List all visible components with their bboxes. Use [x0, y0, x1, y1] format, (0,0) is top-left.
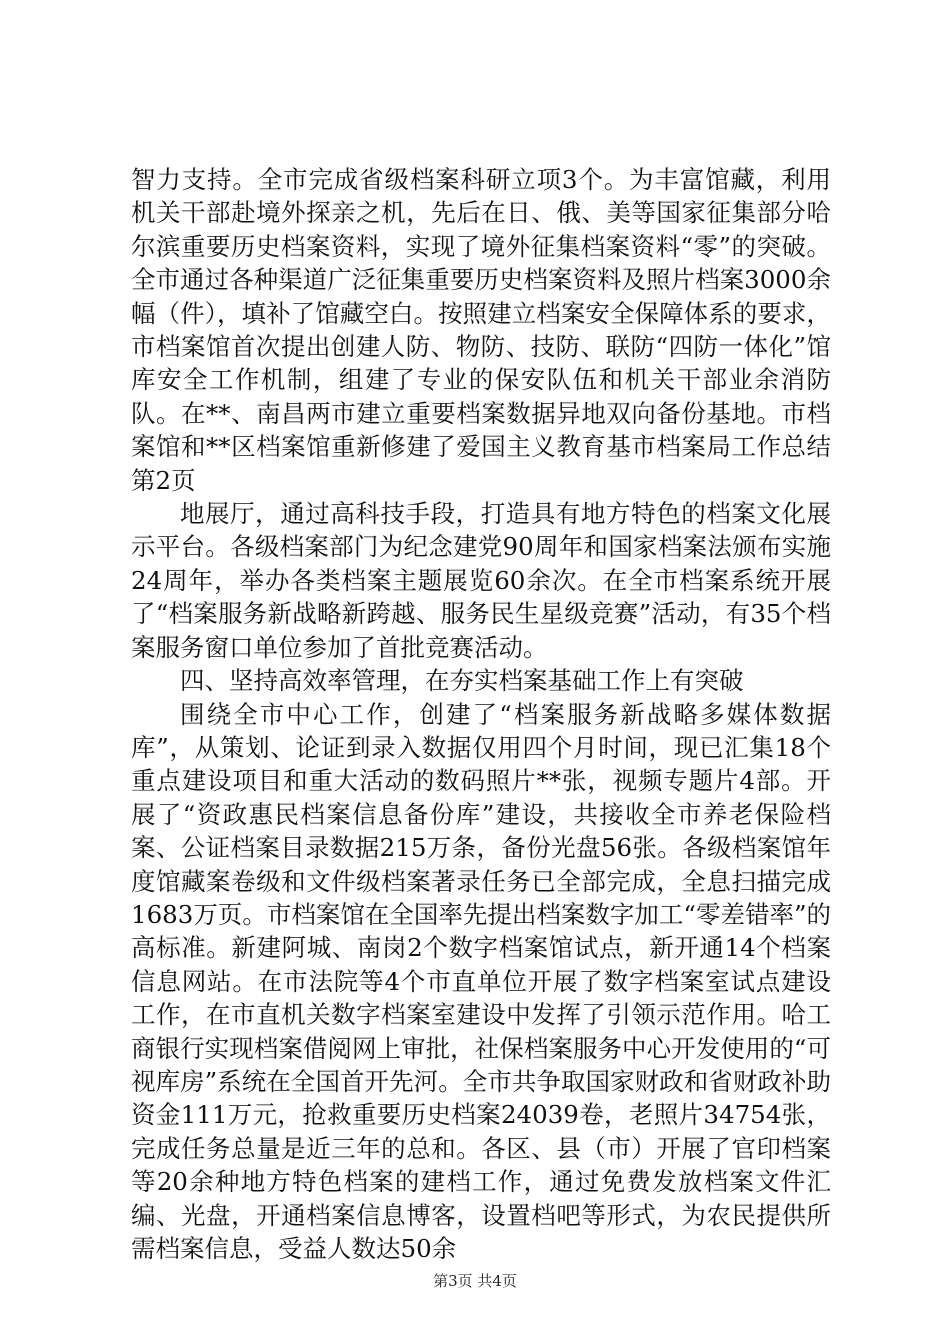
paragraph-exhibition-hall: 地展厅，通过高科技手段，打造具有地方特色的档案文化展示平台。各级档案部门为纪念建党90周年和国家档案法颁布实施24周年，举办各类档案主题展览60余次。在全市档案系统开展了“档案服务新战略新跨越、服务民生星级竞赛”活动，有35个档案服务窗口单位参加了首批竞赛活动。 [131, 499, 831, 662]
page-footer: 第3页 共4页 [433, 1272, 517, 1290]
paragraph-continuation: 智力支持。全市完成省级档案科研立项3个。为丰富馆藏，利用机关干部赴境外探亲之机，先后在日、俄、美等国家征集部分哈尔滨重要历史档案资料，实现了境外征集档案资料“零”的突破。全市通过各种渠道广泛征集重要历史档案资料及照片档案3000余幅（件），填补了馆藏空白。按照建立档案安全保障体系的要求，市档案馆首次提出创建人防、物防、技防、联防“四防一体化”馆库安全工作机制，组建了专业的保安队伍和机关干部业余消防队。在**、南昌两市建立重要档案数据异地双向备份基地。市档案馆和**区档案馆重新修建了爱国主义教育基市档案局工作总结第2页 [131, 165, 831, 495]
document-body [131, 163, 831, 1265]
section-heading-four: 四、坚持高效率管理，在夯实档案基础工作上有突破 [180, 666, 744, 696]
paragraph-digital-archives: 围绕全市中心工作，创建了“档案服务新战略多媒体数据库”，从策划、论证到录入数据仅用四个月时间，现已汇集18个重点建设项目和重大活动的数码照片**张，视频专题片4部。开展了“资政惠民档案信息备份库”建设，共接收全市养老保险档案、公证档案目录数据215万条，备份光盘56张。各级档案馆年度馆藏案卷级和文件级档案著录任务已全部完成，全息扫描完成1683万页。市档案馆在全国率先提出档案数字加工“零差错率”的高标准。新建阿城、南岗2个数字档案馆试点，新开通14个档案信息网站。在市法院等4个市直单位开展了数字档案室试点建设工作，在市直机关数字档案室建设中发挥了引领示范作用。哈工商银行实现档案借阅网上审批，社保档案服务中心开发使用的“可视库房”系统在全国首开先河。全市共争取国家财政和省财政补助资金111万元，抢救重要历史档案24039卷，老照片34754张，完成任务总量是近三年的总和。各区、县（市）开展了官印档案等20余种地方特色档案的建档工作，通过免费发放档案文件汇编、光盘，开通档案信息博客，设置档吧等形式，为农民提供所需档案信息，受益人数达50余 [131, 699, 831, 1263]
